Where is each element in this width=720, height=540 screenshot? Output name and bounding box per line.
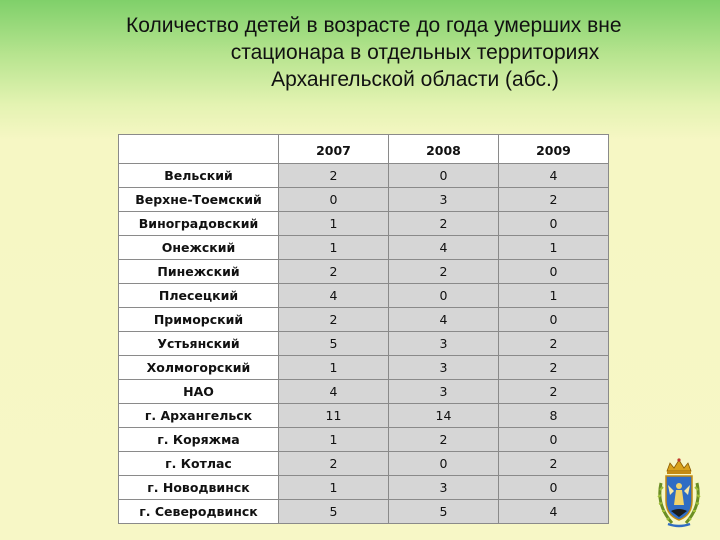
- cell-value: 1: [499, 284, 609, 308]
- cell-value: 3: [389, 188, 499, 212]
- cell-value: 0: [279, 188, 389, 212]
- table-row: [119, 164, 609, 188]
- cell-value: 2: [279, 164, 389, 188]
- cell-value: 4: [279, 380, 389, 404]
- mortality-table: [118, 134, 609, 524]
- row-label-vinogradovsky: Виноградовский: [119, 212, 279, 236]
- header-2007: 2007: [279, 135, 389, 164]
- cell-value: 3: [389, 476, 499, 500]
- row-label-koryazhma: г. Коряжма: [119, 428, 279, 452]
- header-corner: [119, 135, 279, 164]
- table-row: [119, 476, 609, 500]
- cell-value: 2: [279, 308, 389, 332]
- cell-value: 2: [499, 356, 609, 380]
- table-row: [119, 428, 609, 452]
- cell-value: 2: [279, 260, 389, 284]
- table-row: [119, 236, 609, 260]
- cell-value: 4: [389, 308, 499, 332]
- row-label-verkhne-toemsky: Верхне-Тоемский: [119, 188, 279, 212]
- cell-value: 3: [389, 356, 499, 380]
- coat-of-arms-icon: [652, 457, 706, 531]
- row-label-novodvinsk: г. Новодвинск: [119, 476, 279, 500]
- cell-value: 2: [499, 188, 609, 212]
- cell-value: 2: [499, 332, 609, 356]
- cell-value: 0: [499, 428, 609, 452]
- cell-value: 11: [279, 404, 389, 428]
- cell-value: 2: [499, 452, 609, 476]
- cell-value: 4: [499, 500, 609, 524]
- cell-value: 0: [389, 164, 499, 188]
- table-row: [119, 260, 609, 284]
- cell-value: 4: [389, 236, 499, 260]
- row-label-velsky: Вельский: [119, 164, 279, 188]
- cell-value: 2: [389, 428, 499, 452]
- table-row: [119, 308, 609, 332]
- cell-value: 2: [279, 452, 389, 476]
- cell-value: 2: [499, 380, 609, 404]
- cell-value: 1: [499, 236, 609, 260]
- table-row: [119, 284, 609, 308]
- cell-value: 0: [389, 452, 499, 476]
- cell-value: 2: [389, 260, 499, 284]
- slide-title: [120, 12, 710, 93]
- cell-value: 4: [279, 284, 389, 308]
- table-row: [119, 404, 609, 428]
- cell-value: 0: [499, 476, 609, 500]
- header-2009: 2009: [499, 135, 609, 164]
- cell-value: 4: [499, 164, 609, 188]
- row-label-plesetsky: Плесецкий: [119, 284, 279, 308]
- table-row: [119, 380, 609, 404]
- cell-value: 1: [279, 236, 389, 260]
- row-label-nao: НАО: [119, 380, 279, 404]
- row-label-primorsky: Приморский: [119, 308, 279, 332]
- cell-value: 1: [279, 428, 389, 452]
- cell-value: 0: [389, 284, 499, 308]
- cell-value: 1: [279, 356, 389, 380]
- table-row: [119, 188, 609, 212]
- cell-value: 2: [389, 212, 499, 236]
- title-line-2: стационара в отдельных территориях: [230, 41, 600, 64]
- table-row: [119, 452, 609, 476]
- cell-value: 14: [389, 404, 499, 428]
- cell-value: 0: [499, 260, 609, 284]
- cell-value: 5: [279, 500, 389, 524]
- cell-value: 1: [279, 212, 389, 236]
- row-label-kotlas: г. Котлас: [119, 452, 279, 476]
- table-row: [119, 500, 609, 524]
- title-line-1: Количество детей в возрасте до года умерших вне: [126, 14, 622, 37]
- cell-value: 8: [499, 404, 609, 428]
- row-label-onezhsky: Онежский: [119, 236, 279, 260]
- cell-value: 0: [499, 308, 609, 332]
- cell-value: 1: [279, 476, 389, 500]
- cell-value: 5: [389, 500, 499, 524]
- row-label-pinezhsky: Пинежский: [119, 260, 279, 284]
- row-label-arkhangelsk: г. Архангельск: [119, 404, 279, 428]
- table-row: [119, 356, 609, 380]
- row-label-kholmogorsky: Холмогорский: [119, 356, 279, 380]
- header-2008: 2008: [389, 135, 499, 164]
- cell-value: 5: [279, 332, 389, 356]
- table-header-row: [119, 135, 609, 164]
- cell-value: 0: [499, 212, 609, 236]
- table-row: [119, 212, 609, 236]
- row-label-severodvinsk: г. Северодвинск: [119, 500, 279, 524]
- cell-value: 3: [389, 332, 499, 356]
- cell-value: 3: [389, 380, 499, 404]
- row-label-ustyansky: Устьянский: [119, 332, 279, 356]
- table-row: [119, 332, 609, 356]
- title-line-3: Архангельской области (абс.): [271, 68, 559, 91]
